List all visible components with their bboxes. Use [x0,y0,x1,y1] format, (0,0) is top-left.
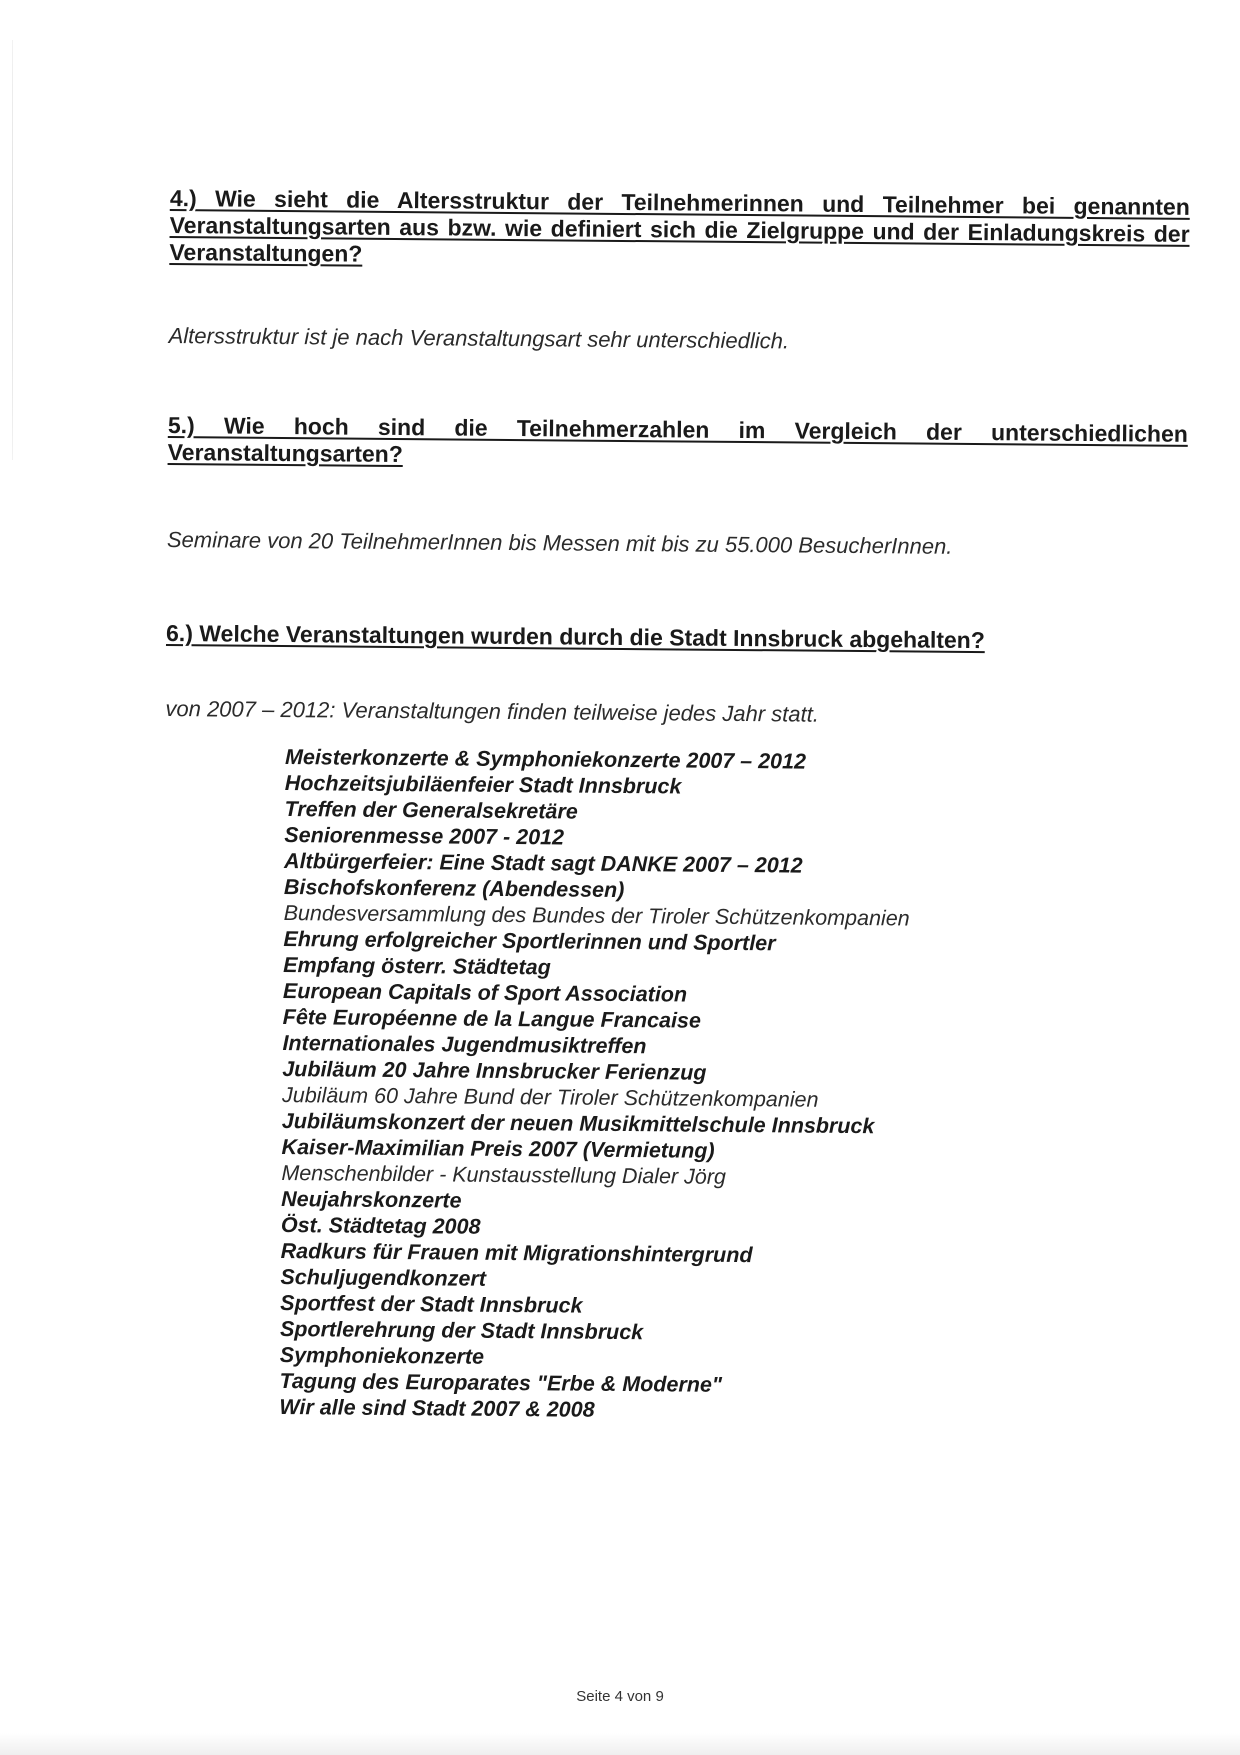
event-item: Sportfest der Stadt Innsbruck [280,1291,583,1318]
event-item: Wir alle sind Stadt 2007 & 2008 [279,1395,595,1422]
question-6: 6.) Welche Veranstaltungen wurden durch die Stadt Innsbruck abgehalten? [165,619,985,654]
event-item: Meisterkonzerte & Symphoniekonzerte 2007 – 2012 [284,745,807,774]
event-item: Öst. Städtetag 2008 [280,1213,481,1239]
page-number: Seite 4 von 9 [576,1688,664,1705]
document-body [159,185,1190,1428]
answer-4: Altersstruktur ist je nach Veranstaltungsart sehr unterschiedlich. [168,322,790,354]
event-item: Fête Européenne de la Langue Francaise [282,1005,702,1033]
event-item: Menschenbilder - Kunstausstellung Dialer Jörg [281,1161,727,1189]
question-4: 4.) Wie sieht die Altersstruktur der Teilnehmerinnen und Teilnehmer bei genannten Veranstaltungsarten aus bzw. wie definiert sich die Zielgruppe und der Einladungskreis der Veranstaltungen? [169,185,1190,267]
event-item: Kaiser-Maximilian Preis 2007 (Vermietung) [281,1135,715,1163]
event-item: Ehrung erfolgreicher Sportlerinnen und Sportler [283,927,776,956]
event-item: Altbürgerfeier: Eine Stadt sagt DANKE 2007 – 2012 [284,849,803,878]
event-list [279,744,1185,1428]
event-item: Empfang österr. Städtetag [283,953,551,980]
question-5: 5.) Wie hoch sind die Teilnehmerzahlen im Vergleich der unterschiedlichen Veranstaltungsarten? [167,411,1188,468]
event-item: Hochzeitsjubiläenfeier Stadt Innsbruck [284,771,682,799]
scan-edge [12,40,13,460]
event-item: Internationales Jugendmusiktreffen [282,1031,647,1059]
event-item: European Capitals of Sport Association [282,979,688,1007]
answer-6: von 2007 – 2012: Veranstaltungen finden teilweise jedes Jahr statt. [165,695,820,727]
event-item: Sportlerehrung der Stadt Innsbruck [279,1317,644,1345]
event-item: Seniorenmesse 2007 - 2012 [284,823,565,850]
page-footer [0,1688,1240,1705]
event-item: Schuljugendkonzert [280,1265,487,1291]
event-item: Symphoniekonzerte [279,1343,485,1369]
scan-edge-bottom [0,1733,1240,1755]
event-item: Jubiläum 20 Jahre Innsbrucker Ferienzug [282,1057,707,1085]
event-item: Jubiläumskonzert der neuen Musikmittelschule Innsbruck [281,1109,875,1139]
event-item: Tagung des Europarates "Erbe & Moderne" [279,1369,723,1397]
event-item: Jubiläum 60 Jahre Bund der Tiroler Schützenkompanien [281,1083,819,1112]
answer-5: Seminare von 20 TeilnehmerInnen bis Messen mit bis zu 55.000 BesucherInnen. [166,526,953,559]
event-item: Radkurs für Frauen mit Migrationshintergrund [280,1239,753,1268]
event-item: Neujahrskonzerte [281,1187,462,1213]
event-item: Bundesversammlung des Bundes der Tiroler Schützenkompanien [283,901,910,931]
event-item: Treffen der Generalsekretäre [284,797,578,824]
event-item: Bischofskonferenz (Abendessen) [283,875,625,902]
